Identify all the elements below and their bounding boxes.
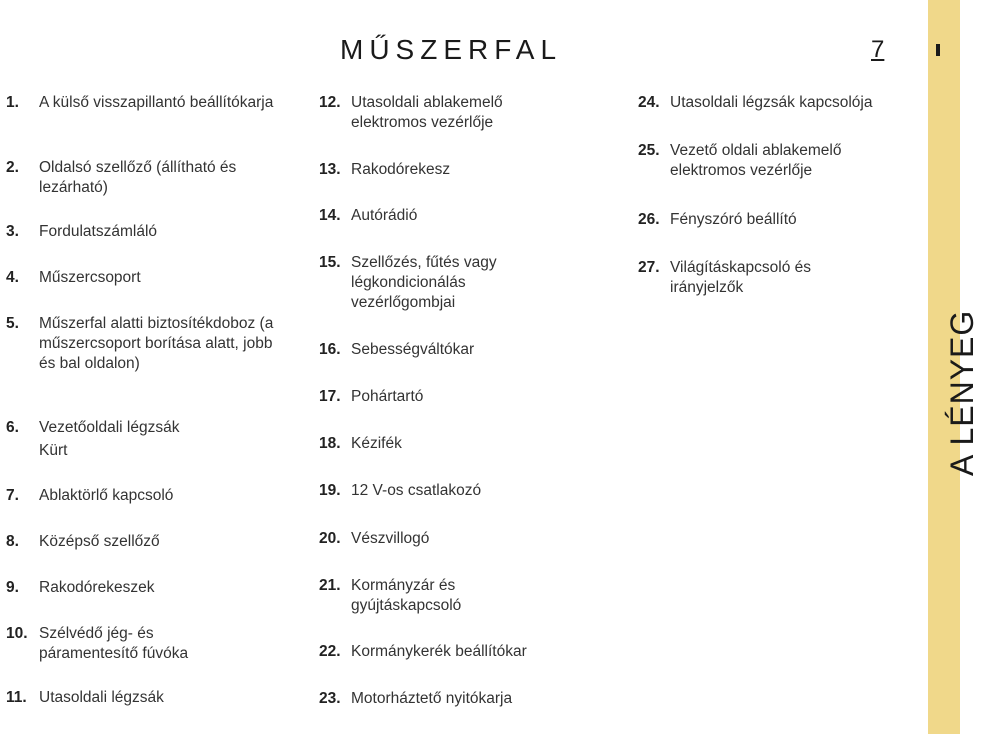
list-item: 12. Utasoldali ablakemelő elektromos vezérlője: [319, 94, 503, 131]
list-item: 26. Fényszóró beállító: [638, 211, 797, 228]
list-item: 16. Sebességváltókar: [319, 341, 475, 358]
list-item: 11. Utasoldali légzsák: [6, 689, 164, 706]
list-item: 22. Kormánykerék beállítókar: [319, 643, 527, 660]
list-item: 18. Kézifék: [319, 435, 402, 452]
list-item: 23. Motorháztető nyitókarja: [319, 690, 513, 707]
list-item: 24. Utasoldali légzsák kapcsolója: [638, 94, 873, 111]
list-item: 19. 12 V-os csatlakozó: [319, 482, 482, 499]
list-item: 27. Világításkapcsoló és irányjelzők: [638, 259, 812, 296]
list-item: 21. Kormányzár és gyújtáskapcsoló: [319, 577, 462, 614]
list-item: 20. Vészvillogó: [319, 530, 430, 547]
list-item: 4. Műszercsoport: [6, 269, 141, 286]
list-item: 6. Vezetőoldali légzsák: [6, 419, 180, 436]
list-item: 25. Vezető oldali ablakemelő elektromos vezérlője: [638, 142, 842, 179]
list-item: 17. Pohártartó: [319, 388, 424, 405]
sidebar-tab-mark: [936, 44, 940, 56]
chapter-label: A LÉNYEG: [944, 309, 980, 476]
list-item: 9. Rakodórekeszek: [6, 579, 155, 596]
list-item: 5. Műszerfal alatti biztosítékdoboz (a műszercsoport borítása alatt, jobb és bal oldalon): [6, 315, 274, 372]
list-item: 15. Szellőzés, fűtés vagy légkondicionálás vezérlőgombjai: [319, 254, 497, 311]
list-item: 14. Autórádió: [319, 207, 418, 224]
list-item: 1. A külső visszapillantó beállítókarja: [6, 94, 274, 111]
list-item: 8. Középső szellőző: [6, 533, 160, 550]
list-item: 10. Szélvédő jég- és páramentesítő fúvóka: [6, 625, 189, 662]
list-item: 2. Oldalsó szellőző (állítható és lezárható): [6, 159, 237, 196]
list-item: 7. Ablaktörlő kapcsoló: [6, 487, 174, 504]
page-number: 7: [871, 36, 885, 63]
list-item: 13. Rakodórekesz: [319, 161, 451, 178]
list-item: 3. Fordulatszámláló: [6, 223, 158, 240]
page-title: MŰSZERFAL: [340, 34, 563, 65]
horn-label: Kürt: [39, 442, 68, 459]
